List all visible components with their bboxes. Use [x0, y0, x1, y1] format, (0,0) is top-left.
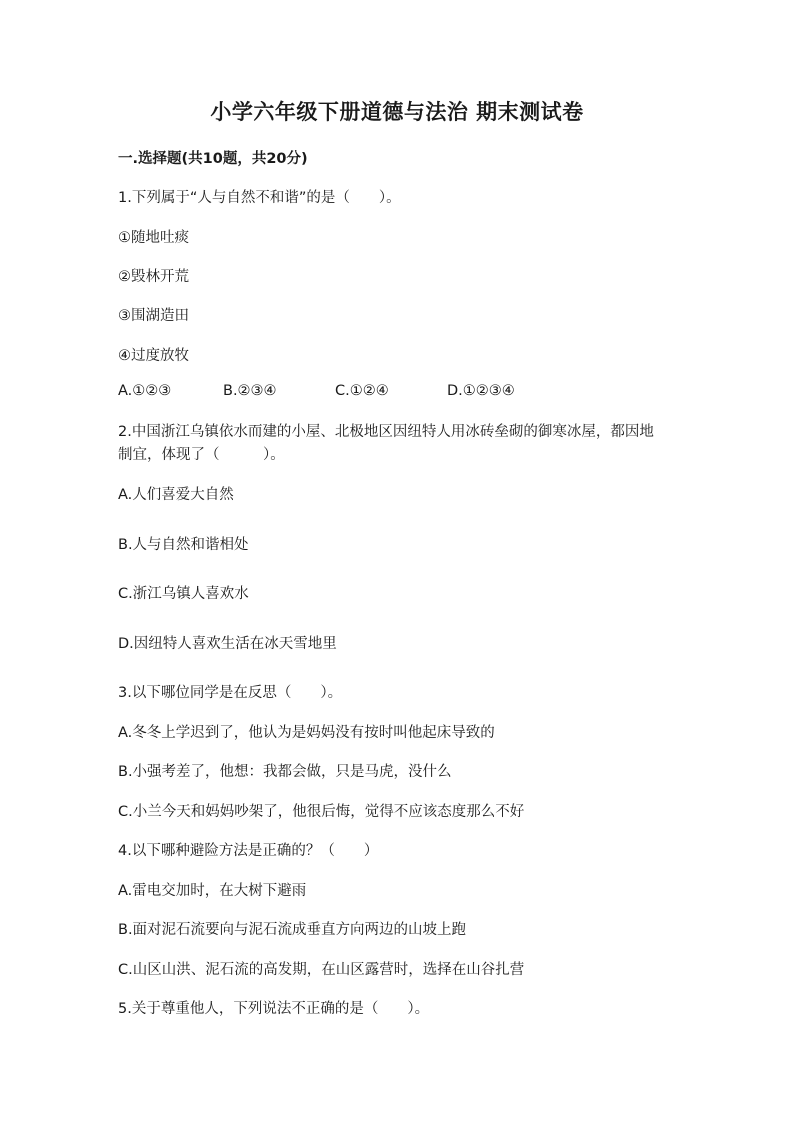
question-2-option-a: A.人们喜爱大自然: [118, 487, 234, 503]
question-4-option-b: B.面对泥石流要向与泥石流成垂直方向两边的山坡上跑: [118, 922, 467, 938]
question-1-option-d: D.①②③④: [447, 383, 515, 399]
question-1-item-1: ①随地吐痰: [118, 230, 189, 246]
question-1-option-a: A.①②③: [118, 383, 172, 399]
question-3-option-c: C.小兰今天和妈妈吵架了，他很后悔，觉得不应该态度那么不好: [118, 804, 525, 820]
question-4-option-a: A.雷电交加时，在大树下避雨: [118, 883, 307, 899]
question-5-stem: 5.关于尊重他人，下列说法不正确的是（ ）。: [118, 1001, 430, 1017]
question-3-stem: 3.以下哪位同学是在反思（ ）。: [118, 685, 343, 701]
question-1-options: [118, 383, 515, 399]
question-2-option-c: C.浙江乌镇人喜欢水: [118, 586, 249, 602]
question-3-option-b: B.小强考差了，他想：我都会做，只是马虎，没什么: [118, 764, 452, 780]
question-2-stem: 2.中国浙江乌镇依水而建的小屋、北极地区因纽特人用冰砖垒砌的御寒冰屋，都因地制宜，体现了（ ）。: [118, 424, 654, 463]
question-1-stem: 1.下列属于“人与自然不和谐”的是（ ）。: [118, 190, 401, 206]
question-1-option-b: B.②③④: [223, 383, 277, 399]
question-4-stem: 4.以下哪种避险方法是正确的？（ ）: [118, 843, 379, 859]
question-1-option-c: C.①②④: [335, 383, 389, 399]
page-title: 小学六年级下册道德与法治 期末测试卷: [210, 99, 584, 124]
question-4-option-c: C.山区山洪、泥石流的高发期，在山区露营时，选择在山谷扎营: [118, 962, 525, 978]
question-1-item-4: ④过度放牧: [118, 348, 189, 364]
question-2-option-b: B.人与自然和谐相处: [118, 537, 249, 553]
question-2-option-d: D.因纽特人喜欢生活在冰天雪地里: [118, 636, 337, 652]
section-heading: 一.选择题(共10题，共20分): [118, 151, 308, 167]
question-1-item-3: ③围湖造田: [118, 308, 189, 324]
question-3-option-a: A.冬冬上学迟到了，他认为是妈妈没有按时叫他起床导致的: [118, 725, 495, 741]
question-1-item-2: ②毁林开荒: [118, 269, 189, 285]
